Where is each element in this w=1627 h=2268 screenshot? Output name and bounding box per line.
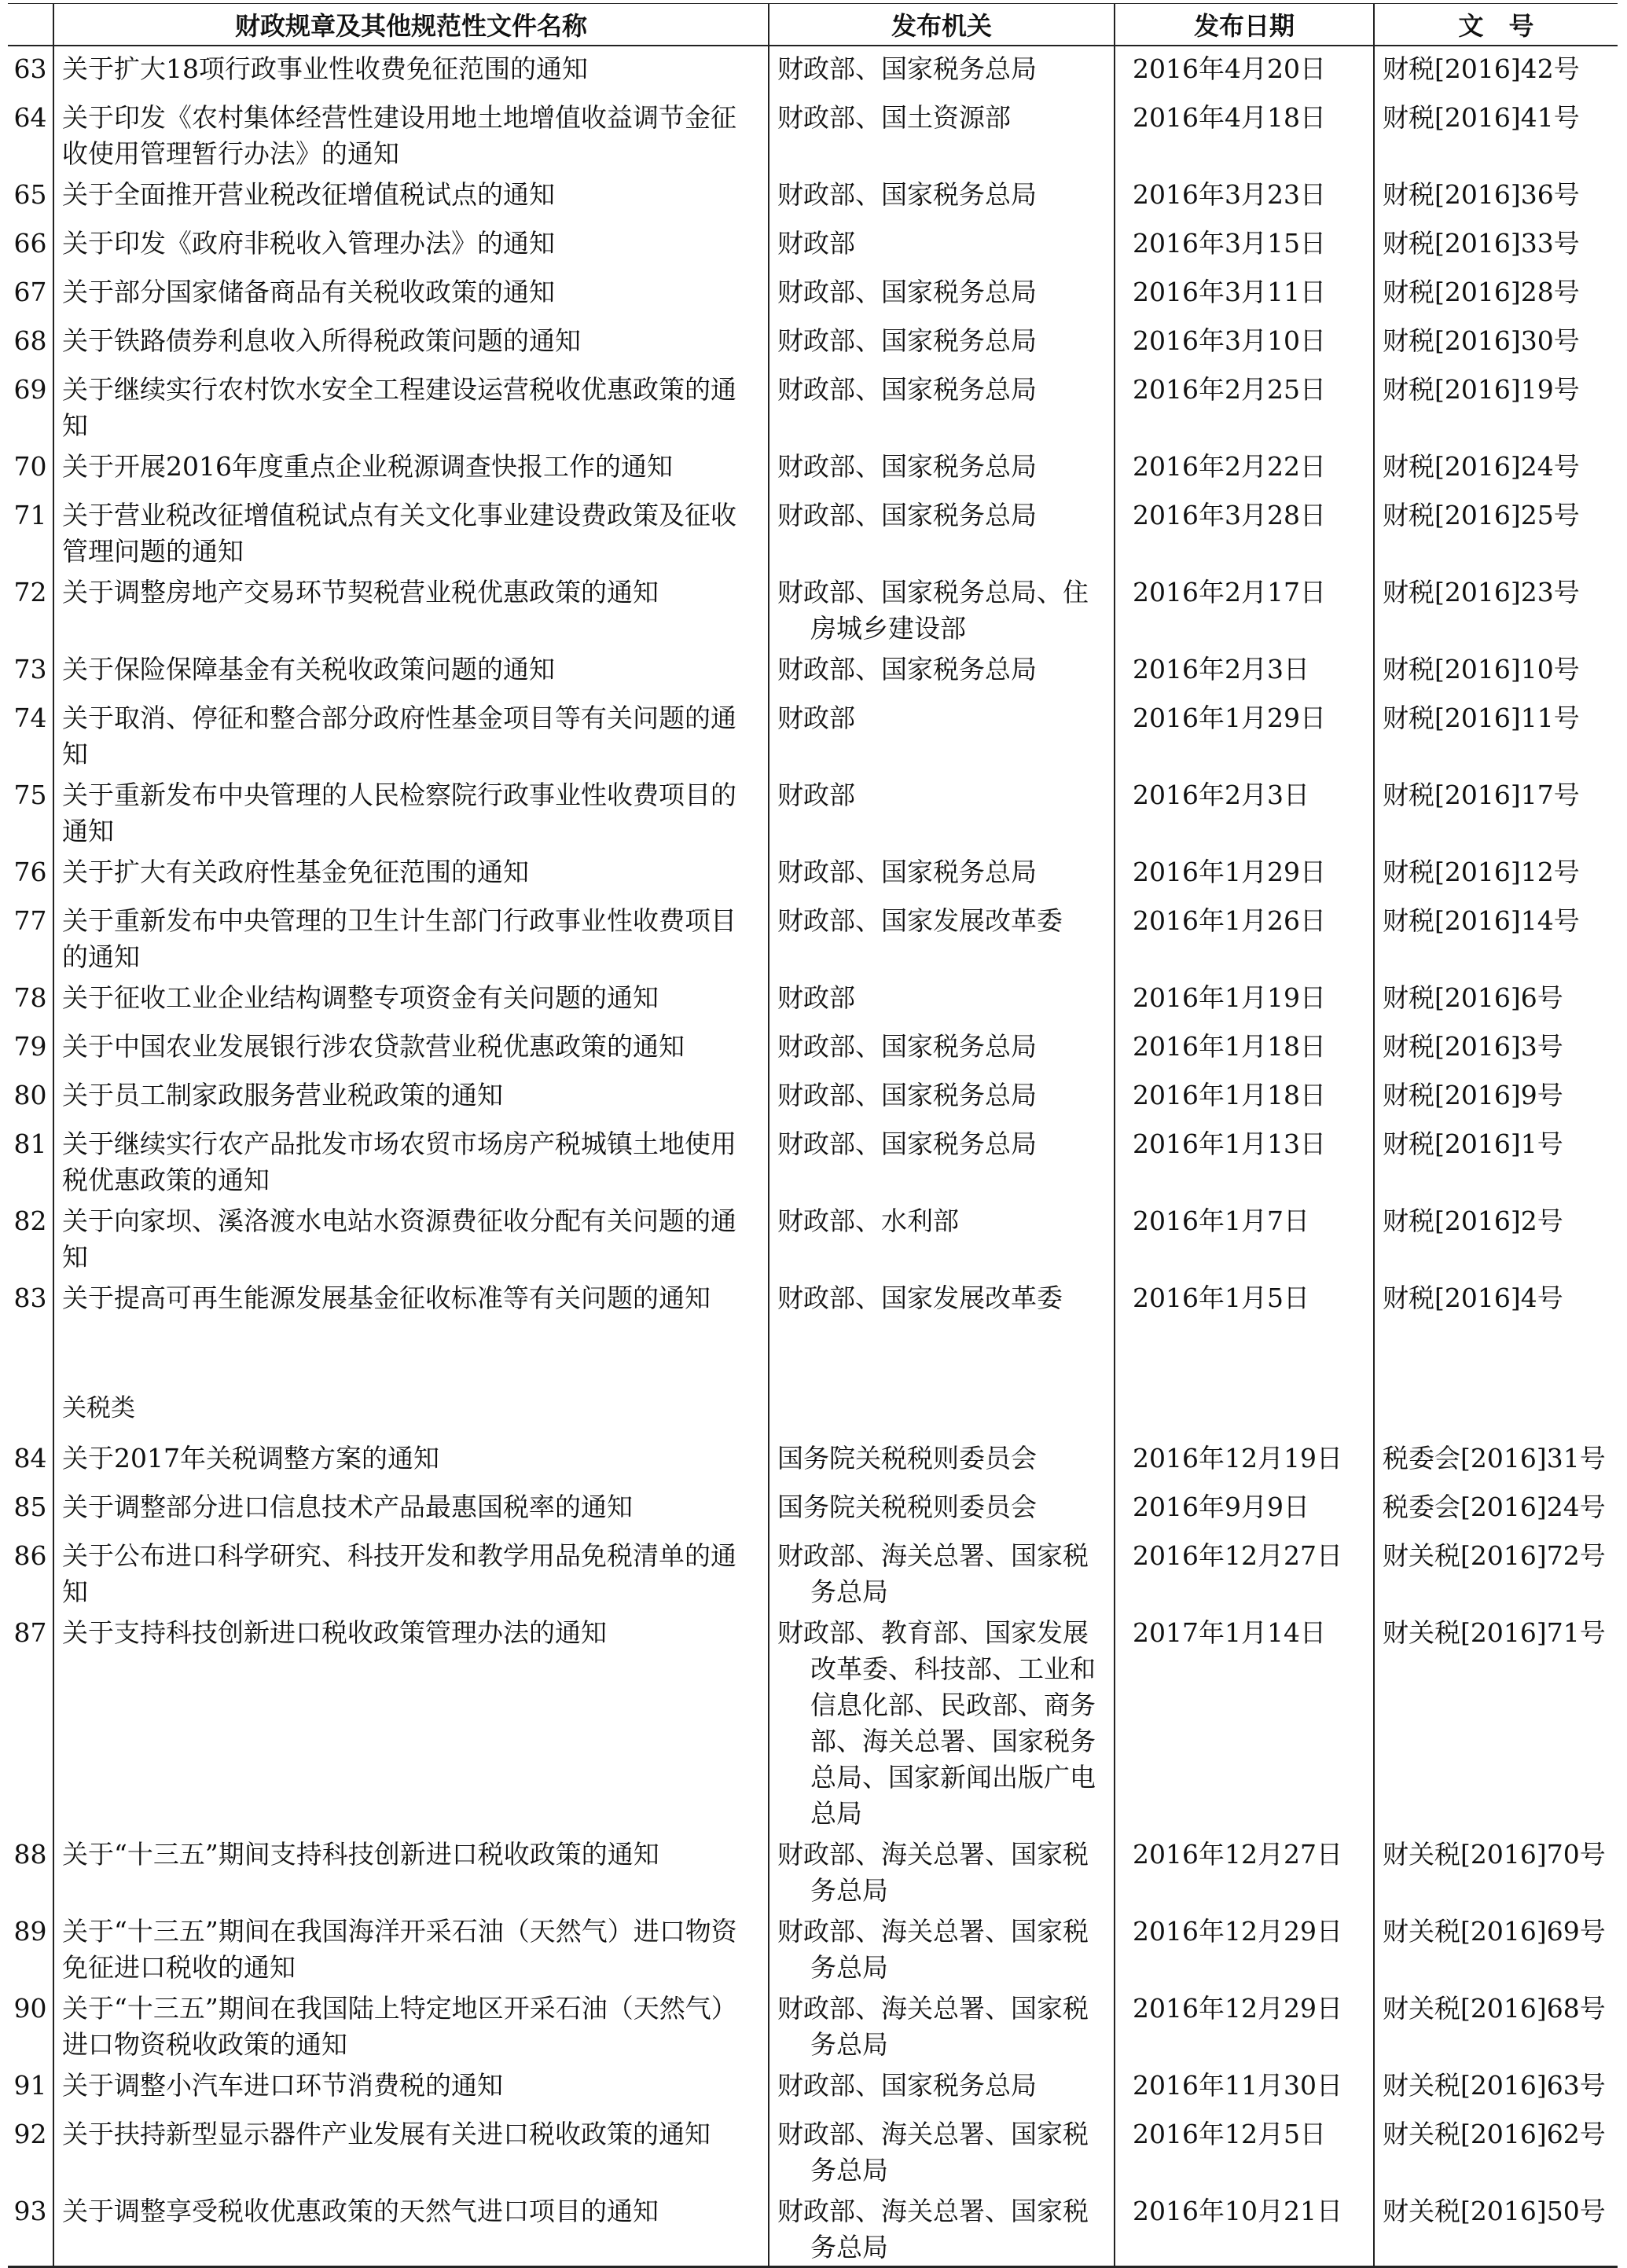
table-row xyxy=(8,444,1618,493)
empty-cell xyxy=(53,1324,769,1385)
document-number: 财税[2016]2号 xyxy=(1374,1198,1618,1275)
issue-date: 2016年3月11日 xyxy=(1115,270,1374,318)
header-name: 财政规章及其他规范性文件名称 xyxy=(53,4,769,46)
issuing-authority xyxy=(769,367,1115,444)
document-name: 关于2017年关税调整方案的通知 xyxy=(53,1436,769,1484)
row-number: 89 xyxy=(13,1916,47,1947)
document-name: 关于重新发布中央管理的人民检察院行政事业性收费项目的通知 xyxy=(53,773,769,850)
issue-date: 2016年1月5日 xyxy=(1115,1275,1374,1324)
document-number: 财税[2016]17号 xyxy=(1374,773,1618,850)
document-number: 财关税[2016]63号 xyxy=(1374,2063,1618,2112)
row-number: 71 xyxy=(13,500,47,530)
issue-date: 2016年3月23日 xyxy=(1115,172,1374,221)
document-number: 财税[2016]6号 xyxy=(1374,975,1618,1024)
issue-date: 2016年4月18日 xyxy=(1115,95,1374,172)
issuing-authority xyxy=(769,773,1115,850)
issuing-authority xyxy=(769,2189,1115,2267)
document-number: 财税[2016]11号 xyxy=(1374,695,1618,773)
document-name: 关于调整部分进口信息技术产品最惠国税率的通知 xyxy=(53,1484,769,1533)
row-number: 64 xyxy=(13,102,47,133)
document-number: 财税[2016]12号 xyxy=(1374,850,1618,898)
issuing-authority xyxy=(769,1986,1115,2063)
empty-cell xyxy=(8,1324,53,1385)
issue-date: 2017年1月14日 xyxy=(1115,1610,1374,1832)
issuing-authority-text: 财政部、海关总署、国家税务总局 xyxy=(777,1839,1089,1906)
table-header xyxy=(8,4,1618,46)
table-row xyxy=(8,1436,1618,1484)
issue-date: 2016年2月3日 xyxy=(1115,773,1374,850)
document-name: 关于提高可再生能源发展基金征收标准等有关问题的通知 xyxy=(53,1275,769,1324)
document-number: 财税[2016]24号 xyxy=(1374,444,1618,493)
table-row xyxy=(8,172,1618,221)
row-number: 65 xyxy=(13,179,47,210)
document-number: 财税[2016]19号 xyxy=(1374,367,1618,444)
table-row xyxy=(8,367,1618,444)
issue-date: 2016年3月10日 xyxy=(1115,318,1374,367)
document-number: 财税[2016]3号 xyxy=(1374,1024,1618,1073)
table-row xyxy=(8,1275,1618,1324)
row-number: 66 xyxy=(13,228,47,259)
row-number: 73 xyxy=(13,654,47,684)
issuing-authority xyxy=(769,318,1115,367)
issuing-authority-text: 国务院关税税则委员会 xyxy=(777,1443,1037,1473)
issuing-authority-text: 财政部、海关总署、国家税务总局 xyxy=(777,1916,1089,1983)
table-row xyxy=(8,1073,1618,1121)
document-number: 财关税[2016]68号 xyxy=(1374,1986,1618,2063)
issuing-authority xyxy=(769,221,1115,270)
issue-date: 2016年2月17日 xyxy=(1115,570,1374,647)
document-name: 关于“十三五”期间在我国海洋开采石油（天然气）进口物资免征进口税收的通知 xyxy=(53,1909,769,1986)
issuing-authority-text: 财政部、国家税务总局 xyxy=(777,1080,1037,1110)
table-row xyxy=(8,2063,1618,2112)
issuing-authority-text: 财政部、国家税务总局 xyxy=(777,857,1037,887)
issuing-authority xyxy=(769,444,1115,493)
document-number: 财税[2016]30号 xyxy=(1374,318,1618,367)
issuing-authority-text: 财政部、国家税务总局 xyxy=(777,1128,1037,1159)
document-name: 关于员工制家政服务营业税政策的通知 xyxy=(53,1073,769,1121)
row-number: 69 xyxy=(13,374,47,405)
document-number: 财税[2016]41号 xyxy=(1374,95,1618,172)
issuing-authority xyxy=(769,270,1115,318)
document-name: 关于中国农业发展银行涉农贷款营业税优惠政策的通知 xyxy=(53,1024,769,1073)
row-number: 85 xyxy=(13,1492,47,1522)
table-row xyxy=(8,975,1618,1024)
table-row xyxy=(8,1024,1618,1073)
row-number: 63 xyxy=(13,53,47,84)
issuing-authority xyxy=(769,1275,1115,1324)
issue-date: 2016年3月15日 xyxy=(1115,221,1374,270)
header-doc: 文 号 xyxy=(1374,4,1618,46)
issuing-authority xyxy=(769,975,1115,1024)
issuing-authority-text: 财政部、国家税务总局 xyxy=(777,2070,1037,2101)
document-number: 财关税[2016]62号 xyxy=(1374,2112,1618,2189)
document-name: 关于营业税改征增值税试点有关文化事业建设费政策及征收管理问题的通知 xyxy=(53,493,769,570)
row-number: 87 xyxy=(13,1617,47,1648)
issuing-authority-text: 财政部、国家发展改革委 xyxy=(777,905,1063,936)
spacer-row xyxy=(8,1324,1618,1385)
document-name: 关于“十三五”期间支持科技创新进口税收政策的通知 xyxy=(53,1832,769,1909)
issuing-authority-text: 财政部、海关总署、国家税务总局 xyxy=(777,2119,1089,2185)
document-name: 关于印发《政府非税收入管理办法》的通知 xyxy=(53,221,769,270)
document-number: 财税[2016]14号 xyxy=(1374,898,1618,975)
issuing-authority-text: 财政部、国家税务总局 xyxy=(777,451,1037,482)
table-row xyxy=(8,850,1618,898)
issuing-authority-text: 财政部、教育部、国家发展改革委、科技部、工业和信息化部、民政部、商务部、海关总署、国家税务总局、国家新闻出版广电总局 xyxy=(777,1617,1096,1829)
issue-date: 2016年1月26日 xyxy=(1115,898,1374,975)
issuing-authority-text: 财政部、国家发展改革委 xyxy=(777,1283,1063,1313)
issuing-authority-text: 财政部 xyxy=(777,982,855,1013)
issuing-authority xyxy=(769,2063,1115,2112)
issue-date: 2016年2月25日 xyxy=(1115,367,1374,444)
table-row xyxy=(8,1986,1618,2063)
row-number: 92 xyxy=(13,2119,47,2149)
issuing-authority-text: 财政部、国家税务总局 xyxy=(777,53,1037,84)
row-number: 91 xyxy=(13,2070,47,2101)
issuing-authority-text: 财政部 xyxy=(777,703,855,733)
issuing-authority-text: 财政部、海关总署、国家税务总局 xyxy=(777,2196,1089,2262)
section-row xyxy=(8,1385,1618,1436)
table-row xyxy=(8,2189,1618,2267)
issue-date: 2016年12月27日 xyxy=(1115,1832,1374,1909)
table-row xyxy=(8,570,1618,647)
table-row xyxy=(8,898,1618,975)
document-name: 关于开展2016年度重点企业税源调查快报工作的通知 xyxy=(53,444,769,493)
document-number: 财税[2016]33号 xyxy=(1374,221,1618,270)
table-row xyxy=(8,318,1618,367)
issuing-authority-text: 财政部、国家税务总局 xyxy=(777,277,1037,307)
document-number: 财关税[2016]70号 xyxy=(1374,1832,1618,1909)
table-row xyxy=(8,1121,1618,1198)
header-org: 发布机关 xyxy=(769,4,1115,46)
issuing-authority xyxy=(769,95,1115,172)
issuing-authority-text: 财政部、水利部 xyxy=(777,1206,959,1236)
section-title: 关税类 xyxy=(53,1385,769,1436)
issuing-authority xyxy=(769,1533,1115,1610)
table-row xyxy=(8,221,1618,270)
issuing-authority-text: 国务院关税税则委员会 xyxy=(777,1492,1037,1522)
row-number: 93 xyxy=(8,2189,53,2267)
issuing-authority xyxy=(769,570,1115,647)
issuing-authority-text: 财政部、国家税务总局、住房城乡建设部 xyxy=(777,577,1089,644)
table-row xyxy=(8,2112,1618,2189)
row-number: 72 xyxy=(13,577,47,607)
issue-date: 2016年10月21日 xyxy=(1115,2189,1374,2267)
document-name: 关于“十三五”期间在我国陆上特定地区开采石油（天然气）进口物资税收政策的通知 xyxy=(53,1986,769,2063)
row-number: 74 xyxy=(13,703,47,733)
document-name: 关于印发《农村集体经营性建设用地土地增值收益调节金征收使用管理暂行办法》的通知 xyxy=(53,95,769,172)
issue-date: 2016年12月27日 xyxy=(1115,1533,1374,1610)
document-number: 财关税[2016]72号 xyxy=(1374,1533,1618,1610)
empty-cell xyxy=(1115,1324,1374,1385)
document-number: 税委会[2016]24号 xyxy=(1374,1484,1618,1533)
table-row xyxy=(8,1484,1618,1533)
issuing-authority-text: 财政部、海关总署、国家税务总局 xyxy=(777,1993,1089,2060)
issuing-authority-text: 财政部、国家税务总局 xyxy=(777,374,1037,405)
document-number: 财税[2016]10号 xyxy=(1374,647,1618,695)
document-number: 财关税[2016]69号 xyxy=(1374,1909,1618,1986)
issue-date: 2016年1月18日 xyxy=(1115,1073,1374,1121)
row-number: 79 xyxy=(13,1031,47,1062)
document-number: 财税[2016]23号 xyxy=(1374,570,1618,647)
row-number: 80 xyxy=(13,1080,47,1110)
regulations-table xyxy=(8,3,1618,2268)
empty-cell xyxy=(769,1385,1115,1436)
issue-date: 2016年11月30日 xyxy=(1115,2063,1374,2112)
row-number: 67 xyxy=(13,277,47,307)
document-name: 关于继续实行农产品批发市场农贸市场房产税城镇土地使用税优惠政策的通知 xyxy=(53,1121,769,1198)
document-number: 财关税[2016]71号 xyxy=(1374,1610,1618,1832)
issue-date: 2016年9月9日 xyxy=(1115,1484,1374,1533)
issue-date: 2016年1月7日 xyxy=(1115,1198,1374,1275)
row-number: 88 xyxy=(13,1839,47,1870)
issuing-authority xyxy=(769,46,1115,95)
row-number: 78 xyxy=(13,982,47,1013)
row-number: 84 xyxy=(13,1443,47,1473)
issuing-authority-text: 财政部、国家税务总局 xyxy=(777,1031,1037,1062)
document-name: 关于全面推开营业税改征增值税试点的通知 xyxy=(53,172,769,221)
document-number: 财税[2016]28号 xyxy=(1374,270,1618,318)
table-row xyxy=(8,95,1618,172)
document-number: 财税[2016]25号 xyxy=(1374,493,1618,570)
document-name: 关于扶持新型显示器件产业发展有关进口税收政策的通知 xyxy=(53,2112,769,2189)
issuing-authority-text: 财政部、国家税务总局 xyxy=(777,325,1037,356)
issuing-authority xyxy=(769,2112,1115,2189)
table-row xyxy=(8,1198,1618,1275)
row-number: 82 xyxy=(13,1206,47,1236)
empty-cell xyxy=(769,1324,1115,1385)
document-number: 税委会[2016]31号 xyxy=(1374,1436,1618,1484)
table-body xyxy=(8,46,1618,2267)
issuing-authority-text: 财政部、国家税务总局 xyxy=(777,179,1037,210)
document-name: 关于保险保障基金有关税收政策问题的通知 xyxy=(53,647,769,695)
issue-date: 2016年2月22日 xyxy=(1115,444,1374,493)
document-number: 财税[2016]1号 xyxy=(1374,1121,1618,1198)
document-number: 财税[2016]36号 xyxy=(1374,172,1618,221)
issuing-authority xyxy=(769,695,1115,773)
row-number: 77 xyxy=(13,905,47,936)
issue-date: 2016年1月18日 xyxy=(1115,1024,1374,1073)
empty-cell xyxy=(1115,1385,1374,1436)
document-number: 财税[2016]42号 xyxy=(1374,46,1618,95)
document-name: 关于扩大有关政府性基金免征范围的通知 xyxy=(53,850,769,898)
document-name: 关于继续实行农村饮水安全工程建设运营税收优惠政策的通知 xyxy=(53,367,769,444)
issue-date: 2016年12月29日 xyxy=(1115,1986,1374,2063)
issuing-authority xyxy=(769,1909,1115,1986)
issuing-authority xyxy=(769,1024,1115,1073)
empty-cell xyxy=(8,1385,53,1436)
issue-date: 2016年12月29日 xyxy=(1115,1909,1374,1986)
issue-date: 2016年1月19日 xyxy=(1115,975,1374,1024)
row-number: 90 xyxy=(13,1993,47,2024)
row-number: 75 xyxy=(13,780,47,810)
issue-date: 2016年2月3日 xyxy=(1115,647,1374,695)
header-num xyxy=(8,4,53,46)
issuing-authority xyxy=(769,1484,1115,1533)
issuing-authority-text: 财政部 xyxy=(777,780,855,810)
issue-date: 2016年3月28日 xyxy=(1115,493,1374,570)
header-date: 发布日期 xyxy=(1115,4,1374,46)
issuing-authority-text: 财政部、国家税务总局 xyxy=(777,500,1037,530)
document-name: 关于铁路债券利息收入所得税政策问题的通知 xyxy=(53,318,769,367)
issuing-authority xyxy=(769,1198,1115,1275)
empty-cell xyxy=(1374,1385,1618,1436)
row-number: 70 xyxy=(13,451,47,482)
issuing-authority-text: 财政部 xyxy=(777,228,855,259)
table-row xyxy=(8,493,1618,570)
issue-date: 2016年4月20日 xyxy=(1115,46,1374,95)
row-number: 83 xyxy=(13,1283,47,1313)
document-number: 财税[2016]9号 xyxy=(1374,1073,1618,1121)
issuing-authority xyxy=(769,1073,1115,1121)
document-name: 关于取消、停征和整合部分政府性基金项目等有关问题的通知 xyxy=(53,695,769,773)
row-number: 76 xyxy=(13,857,47,887)
issuing-authority xyxy=(769,850,1115,898)
row-number: 86 xyxy=(13,1540,47,1571)
issue-date: 2016年12月5日 xyxy=(1115,2112,1374,2189)
issuing-authority-text: 财政部、国土资源部 xyxy=(777,102,1011,133)
row-number: 81 xyxy=(13,1128,47,1159)
issuing-authority xyxy=(769,1436,1115,1484)
table-row xyxy=(8,647,1618,695)
issuing-authority xyxy=(769,1610,1115,1832)
table-row xyxy=(8,1832,1618,1909)
issue-date: 2016年12月19日 xyxy=(1115,1436,1374,1484)
document-name: 关于支持科技创新进口税收政策管理办法的通知 xyxy=(53,1610,769,1832)
document-name: 关于征收工业企业结构调整专项资金有关问题的通知 xyxy=(53,975,769,1024)
table-row xyxy=(8,1909,1618,1986)
table-row xyxy=(8,695,1618,773)
issuing-authority xyxy=(769,493,1115,570)
document-name: 关于扩大18项行政事业性收费免征范围的通知 xyxy=(53,46,769,95)
issuing-authority xyxy=(769,1121,1115,1198)
row-number: 68 xyxy=(13,325,47,356)
document-name: 关于调整享受税收优惠政策的天然气进口项目的通知 xyxy=(53,2189,769,2267)
issuing-authority xyxy=(769,898,1115,975)
table-row xyxy=(8,270,1618,318)
issue-date: 2016年1月29日 xyxy=(1115,695,1374,773)
document-name: 关于向家坝、溪洛渡水电站水资源费征收分配有关问题的通知 xyxy=(53,1198,769,1275)
empty-cell xyxy=(1374,1324,1618,1385)
document-name: 关于公布进口科学研究、科技开发和教学用品免税清单的通知 xyxy=(53,1533,769,1610)
table-row xyxy=(8,1610,1618,1832)
issue-date: 2016年1月29日 xyxy=(1115,850,1374,898)
document-name: 关于调整房地产交易环节契税营业税优惠政策的通知 xyxy=(53,570,769,647)
table-row xyxy=(8,773,1618,850)
document-number: 财关税[2016]50号 xyxy=(1374,2189,1618,2267)
table-row xyxy=(8,1533,1618,1610)
document-name: 关于部分国家储备商品有关税收政策的通知 xyxy=(53,270,769,318)
issuing-authority xyxy=(769,172,1115,221)
table-row xyxy=(8,46,1618,95)
issuing-authority-text: 财政部、海关总署、国家税务总局 xyxy=(777,1540,1089,1607)
document-number: 财税[2016]4号 xyxy=(1374,1275,1618,1324)
issuing-authority xyxy=(769,1832,1115,1909)
document-name: 关于重新发布中央管理的卫生计生部门行政事业性收费项目的通知 xyxy=(53,898,769,975)
document-name: 关于调整小汽车进口环节消费税的通知 xyxy=(53,2063,769,2112)
issue-date: 2016年1月13日 xyxy=(1115,1121,1374,1198)
issuing-authority-text: 财政部、国家税务总局 xyxy=(777,654,1037,684)
issuing-authority xyxy=(769,647,1115,695)
